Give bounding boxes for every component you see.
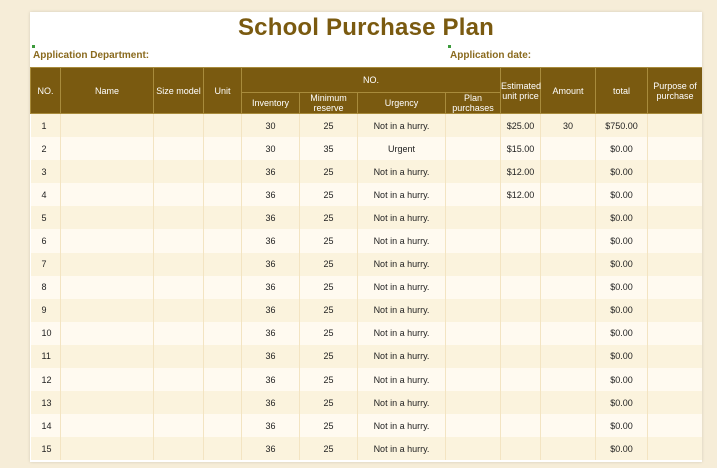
header-plan-purchases: Plan purchases <box>446 93 501 114</box>
total-cell[interactable]: $0.00 <box>596 345 648 368</box>
unit-price-cell[interactable]: $12.00 <box>501 160 541 183</box>
name-cell[interactable] <box>61 276 154 299</box>
amount-cell[interactable] <box>541 345 596 368</box>
document-title: School Purchase Plan <box>237 14 495 41</box>
table-row <box>31 437 703 460</box>
amount-cell[interactable] <box>541 437 596 460</box>
unit-cell[interactable] <box>204 276 242 299</box>
header-urgency: Urgency <box>358 93 446 114</box>
urgency-cell[interactable]: Not in a hurry. <box>358 253 446 276</box>
urgency-cell[interactable]: Not in a hurry. <box>358 229 446 252</box>
size-model-cell[interactable] <box>154 414 204 437</box>
unit-cell[interactable] <box>204 368 242 391</box>
unit-price-cell[interactable] <box>501 368 541 391</box>
header-total: total <box>596 68 648 114</box>
total-cell[interactable]: $0.00 <box>596 414 648 437</box>
amount-cell[interactable] <box>541 391 596 414</box>
unit-price-cell[interactable] <box>501 253 541 276</box>
minimum-reserve-cell[interactable]: 25 <box>300 253 358 276</box>
total-cell[interactable]: $0.00 <box>596 229 648 252</box>
inventory-cell[interactable]: 36 <box>242 253 300 276</box>
inventory-cell[interactable]: 36 <box>242 437 300 460</box>
application-date-label: Application date: <box>450 50 532 61</box>
size-model-cell[interactable] <box>154 114 204 138</box>
unit-price-cell[interactable] <box>501 299 541 322</box>
size-model-cell[interactable] <box>154 322 204 345</box>
purpose-cell[interactable] <box>648 206 702 229</box>
header-no-group: NO. <box>242 68 501 93</box>
spreadsheet-page <box>30 12 702 462</box>
total-cell[interactable]: $0.00 <box>596 437 648 460</box>
urgency-cell[interactable]: Not in a hurry. <box>358 322 446 345</box>
unit-cell[interactable] <box>204 345 242 368</box>
table-row <box>31 276 703 299</box>
unit-price-cell[interactable] <box>501 322 541 345</box>
purpose-cell[interactable] <box>648 114 702 138</box>
plan-purchases-cell[interactable] <box>446 160 501 183</box>
name-cell[interactable] <box>61 183 154 206</box>
row-no-cell[interactable]: 1 <box>31 114 61 138</box>
plan-purchases-cell[interactable] <box>446 391 501 414</box>
row-no-cell[interactable]: 13 <box>31 391 61 414</box>
unit-price-cell[interactable] <box>501 391 541 414</box>
name-cell[interactable] <box>61 229 154 252</box>
table-row <box>31 368 703 391</box>
minimum-reserve-cell[interactable]: 25 <box>300 345 358 368</box>
amount-cell[interactable] <box>541 206 596 229</box>
purpose-cell[interactable] <box>648 391 702 414</box>
row-no-cell[interactable]: 2 <box>31 137 61 160</box>
inventory-cell[interactable]: 36 <box>242 206 300 229</box>
total-cell[interactable]: $0.00 <box>596 183 648 206</box>
inventory-cell[interactable]: 36 <box>242 345 300 368</box>
unit-price-cell[interactable]: $15.00 <box>501 137 541 160</box>
size-model-cell[interactable] <box>154 368 204 391</box>
inventory-cell[interactable]: 36 <box>242 368 300 391</box>
amount-cell[interactable] <box>541 229 596 252</box>
unit-cell[interactable] <box>204 137 242 160</box>
total-cell[interactable]: $0.00 <box>596 299 648 322</box>
urgency-cell[interactable]: Not in a hurry. <box>358 160 446 183</box>
amount-cell[interactable] <box>541 253 596 276</box>
name-cell[interactable] <box>61 114 154 138</box>
table-row <box>31 114 703 138</box>
unit-cell[interactable] <box>204 299 242 322</box>
table-row <box>31 345 703 368</box>
amount-cell[interactable] <box>541 322 596 345</box>
unit-cell[interactable] <box>204 253 242 276</box>
table-row <box>31 322 703 345</box>
purpose-cell[interactable] <box>648 322 702 345</box>
size-model-cell[interactable] <box>154 206 204 229</box>
unit-price-cell[interactable] <box>501 206 541 229</box>
table-row <box>31 183 703 206</box>
total-cell[interactable]: $0.00 <box>596 160 648 183</box>
header-unit: Unit <box>204 68 242 114</box>
amount-cell[interactable] <box>541 276 596 299</box>
amount-cell[interactable] <box>541 183 596 206</box>
minimum-reserve-cell[interactable]: 25 <box>300 160 358 183</box>
size-model-cell[interactable] <box>154 183 204 206</box>
size-model-cell[interactable] <box>154 299 204 322</box>
urgency-cell[interactable]: Not in a hurry. <box>358 368 446 391</box>
purpose-cell[interactable] <box>648 160 702 183</box>
minimum-reserve-cell[interactable]: 25 <box>300 437 358 460</box>
total-cell[interactable]: $0.00 <box>596 137 648 160</box>
minimum-reserve-cell[interactable]: 25 <box>300 322 358 345</box>
size-model-cell[interactable] <box>154 437 204 460</box>
row-no-cell[interactable]: 4 <box>31 183 61 206</box>
row-no-cell[interactable]: 6 <box>31 229 61 252</box>
name-cell[interactable] <box>61 206 154 229</box>
unit-cell[interactable] <box>204 391 242 414</box>
size-model-cell[interactable] <box>154 160 204 183</box>
minimum-reserve-cell[interactable]: 25 <box>300 206 358 229</box>
name-cell[interactable] <box>61 253 154 276</box>
minimum-reserve-cell[interactable]: 25 <box>300 299 358 322</box>
minimum-reserve-cell[interactable]: 25 <box>300 391 358 414</box>
unit-cell[interactable] <box>204 114 242 138</box>
plan-purchases-cell[interactable] <box>446 368 501 391</box>
minimum-reserve-cell[interactable]: 35 <box>300 137 358 160</box>
row-no-cell[interactable]: 12 <box>31 368 61 391</box>
total-cell[interactable]: $0.00 <box>596 253 648 276</box>
inventory-cell[interactable]: 36 <box>242 160 300 183</box>
purpose-cell[interactable] <box>648 137 702 160</box>
unit-price-cell[interactable] <box>501 276 541 299</box>
purpose-cell[interactable] <box>648 183 702 206</box>
inventory-cell[interactable]: 36 <box>242 299 300 322</box>
unit-price-cell[interactable] <box>501 229 541 252</box>
urgency-cell[interactable]: Not in a hurry. <box>358 437 446 460</box>
inventory-cell[interactable]: 36 <box>242 229 300 252</box>
purpose-cell[interactable] <box>648 229 702 252</box>
header-minimum-reserve: Minimum reserve <box>300 93 358 114</box>
inventory-cell[interactable]: 30 <box>242 114 300 138</box>
header-estimated-unit-price: Estimated unit price <box>501 68 541 114</box>
unit-cell[interactable] <box>204 229 242 252</box>
name-cell[interactable] <box>61 160 154 183</box>
header-inventory: Inventory <box>242 93 300 114</box>
unit-cell[interactable] <box>204 160 242 183</box>
header-size-model: Size model <box>154 68 204 114</box>
row-no-cell[interactable]: 15 <box>31 437 61 460</box>
purpose-cell[interactable] <box>648 276 702 299</box>
minimum-reserve-cell[interactable]: 25 <box>300 368 358 391</box>
plan-purchases-cell[interactable] <box>446 206 501 229</box>
amount-cell[interactable] <box>541 160 596 183</box>
amount-cell[interactable]: 30 <box>541 114 596 138</box>
plan-purchases-cell[interactable] <box>446 114 501 138</box>
plan-purchases-cell[interactable] <box>446 299 501 322</box>
total-cell[interactable]: $0.00 <box>596 322 648 345</box>
row-no-cell[interactable]: 8 <box>31 276 61 299</box>
name-cell[interactable] <box>61 437 154 460</box>
unit-price-cell[interactable]: $25.00 <box>501 114 541 138</box>
urgency-cell[interactable]: Not in a hurry. <box>358 299 446 322</box>
table-row <box>31 299 703 322</box>
size-model-cell[interactable] <box>154 276 204 299</box>
row-no-cell[interactable]: 10 <box>31 322 61 345</box>
table-row <box>31 137 703 160</box>
minimum-reserve-cell[interactable]: 25 <box>300 114 358 138</box>
plan-purchases-cell[interactable] <box>446 229 501 252</box>
total-cell[interactable]: $0.00 <box>596 206 648 229</box>
purpose-cell[interactable] <box>648 414 702 437</box>
purpose-cell[interactable] <box>648 437 702 460</box>
amount-cell[interactable] <box>541 137 596 160</box>
table-body <box>31 114 703 461</box>
inventory-cell[interactable]: 36 <box>242 183 300 206</box>
unit-price-cell[interactable] <box>501 345 541 368</box>
application-department-label: Application Department: <box>33 50 150 61</box>
size-model-cell[interactable] <box>154 345 204 368</box>
unit-cell[interactable] <box>204 414 242 437</box>
unit-cell[interactable] <box>204 322 242 345</box>
row-no-cell[interactable]: 9 <box>31 299 61 322</box>
plan-purchases-cell[interactable] <box>446 137 501 160</box>
total-cell[interactable]: $750.00 <box>596 114 648 138</box>
table-row <box>31 160 703 183</box>
size-model-cell[interactable] <box>154 137 204 160</box>
purpose-cell[interactable] <box>648 299 702 322</box>
urgency-cell[interactable]: Not in a hurry. <box>358 276 446 299</box>
table-row <box>31 253 703 276</box>
purpose-cell[interactable] <box>648 345 702 368</box>
minimum-reserve-cell[interactable]: 25 <box>300 414 358 437</box>
name-cell[interactable] <box>61 299 154 322</box>
urgency-cell[interactable]: Not in a hurry. <box>358 206 446 229</box>
inventory-cell[interactable]: 36 <box>242 391 300 414</box>
plan-purchases-cell[interactable] <box>446 183 501 206</box>
plan-purchases-cell[interactable] <box>446 345 501 368</box>
name-cell[interactable] <box>61 137 154 160</box>
name-cell[interactable] <box>61 368 154 391</box>
inventory-cell[interactable]: 30 <box>242 137 300 160</box>
name-cell[interactable] <box>61 414 154 437</box>
minimum-reserve-cell[interactable]: 25 <box>300 276 358 299</box>
size-model-cell[interactable] <box>154 229 204 252</box>
purchase-plan-table <box>30 67 702 460</box>
urgency-cell[interactable]: Not in a hurry. <box>358 391 446 414</box>
inventory-cell[interactable]: 36 <box>242 276 300 299</box>
unit-price-cell[interactable] <box>501 414 541 437</box>
minimum-reserve-cell[interactable]: 25 <box>300 183 358 206</box>
unit-cell[interactable] <box>204 437 242 460</box>
purpose-cell[interactable] <box>648 253 702 276</box>
header-amount: Amount <box>541 68 596 114</box>
urgency-cell[interactable]: Not in a hurry. <box>358 114 446 138</box>
inventory-cell[interactable]: 36 <box>242 322 300 345</box>
plan-purchases-cell[interactable] <box>446 253 501 276</box>
inventory-cell[interactable]: 36 <box>242 414 300 437</box>
cell-marker <box>32 45 35 48</box>
plan-purchases-cell[interactable] <box>446 276 501 299</box>
table-row <box>31 206 703 229</box>
amount-cell[interactable] <box>541 299 596 322</box>
header-purpose: Purpose of purchase <box>648 68 702 114</box>
name-cell[interactable] <box>61 322 154 345</box>
unit-price-cell[interactable] <box>501 437 541 460</box>
row-no-cell[interactable]: 5 <box>31 206 61 229</box>
row-no-cell[interactable]: 7 <box>31 253 61 276</box>
total-cell[interactable]: $0.00 <box>596 276 648 299</box>
urgency-cell[interactable]: Not in a hurry. <box>358 345 446 368</box>
cell-marker <box>448 45 451 48</box>
plan-purchases-cell[interactable] <box>446 414 501 437</box>
name-cell[interactable] <box>61 345 154 368</box>
size-model-cell[interactable] <box>154 391 204 414</box>
amount-cell[interactable] <box>541 414 596 437</box>
row-no-cell[interactable]: 14 <box>31 414 61 437</box>
header-name: Name <box>61 68 154 114</box>
table-row <box>31 229 703 252</box>
total-cell[interactable]: $0.00 <box>596 391 648 414</box>
size-model-cell[interactable] <box>154 253 204 276</box>
table-row <box>31 391 703 414</box>
name-cell[interactable] <box>61 391 154 414</box>
plan-purchases-cell[interactable] <box>446 437 501 460</box>
row-no-cell[interactable]: 11 <box>31 345 61 368</box>
minimum-reserve-cell[interactable]: 25 <box>300 229 358 252</box>
unit-cell[interactable] <box>204 206 242 229</box>
unit-cell[interactable] <box>204 183 242 206</box>
purpose-cell[interactable] <box>648 368 702 391</box>
total-cell[interactable]: $0.00 <box>596 368 648 391</box>
amount-cell[interactable] <box>541 368 596 391</box>
unit-price-cell[interactable]: $12.00 <box>501 183 541 206</box>
plan-purchases-cell[interactable] <box>446 322 501 345</box>
row-no-cell[interactable]: 3 <box>31 160 61 183</box>
urgency-cell[interactable]: Urgent <box>358 137 446 160</box>
urgency-cell[interactable]: Not in a hurry. <box>358 183 446 206</box>
table-row <box>31 414 703 437</box>
header-no: NO. <box>31 68 61 114</box>
urgency-cell[interactable]: Not in a hurry. <box>358 414 446 437</box>
